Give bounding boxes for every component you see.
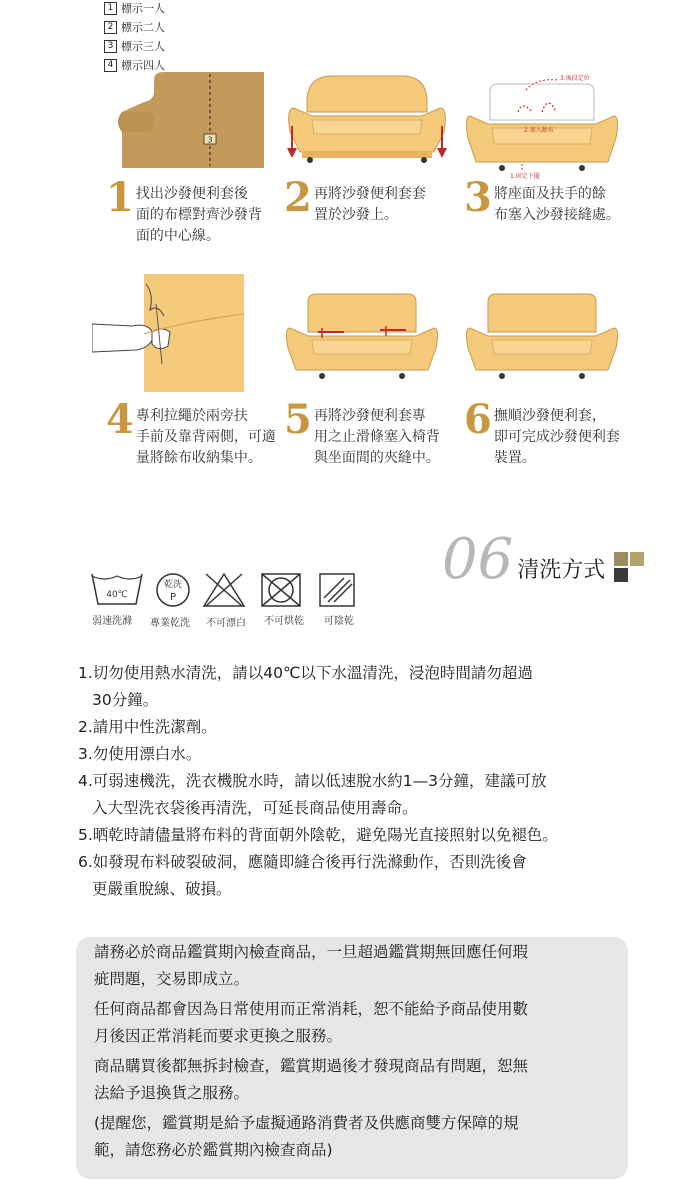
instruction-line: 4.可弱速機洗，洗衣機脫水時，請以低速脫水約1—3分鐘，建議可放 bbox=[78, 772, 547, 790]
instruction-line: 2.請用中性洗潔劑。 bbox=[78, 718, 217, 736]
legend-item: 4 標示四人 bbox=[104, 57, 165, 73]
sofa-back-illustration bbox=[114, 72, 264, 168]
notice-line: 商品購買後都無拆封檢查，鑑賞期過後才發現商品有問題，恕無 bbox=[94, 1057, 529, 1075]
step-3: 3 將座面及扶手的餘 布塞入沙發接縫處。 bbox=[464, 174, 620, 223]
notice-text bbox=[94, 939, 614, 1164]
notice-line: 範，請您務必於鑑賞期內檢查商品) bbox=[94, 1141, 333, 1159]
care-label: 弱速洗滌 bbox=[92, 616, 132, 627]
instruction-line: 入大型洗衣袋後再清洗，可延長商品使用壽命。 bbox=[92, 799, 418, 817]
care-label: 不可烘乾 bbox=[264, 616, 304, 627]
notice-line: 疵問題，交易即成立。 bbox=[94, 970, 250, 988]
section-number: 06 bbox=[442, 527, 514, 592]
step-2: 2 再將沙發便利套套 置於沙發上。 bbox=[284, 174, 426, 223]
dry-clean-icon bbox=[157, 574, 189, 606]
notice-line: 月後因正常消耗而要求更換之服務。 bbox=[94, 1027, 343, 1045]
instruction-line: 30分鐘。 bbox=[92, 691, 159, 709]
step-6: 6 撫順沙發便利套， 即可完成沙發便利套 裝置。 bbox=[464, 396, 620, 466]
notice-line: 任何商品都會因為日常使用而正常消耗，恕不能給予商品使用數 bbox=[94, 1000, 529, 1018]
legend-item: 2 標示二人 bbox=[104, 19, 165, 35]
legend-item: 1 標示一人 bbox=[104, 0, 165, 16]
step-4: 4 專利拉繩於兩旁扶 手前及靠背兩側，可適 量將餘布收納集中。 bbox=[106, 396, 276, 466]
instruction-line: 更嚴重脫線、破損。 bbox=[92, 880, 232, 898]
antislip-strip-illustration bbox=[282, 292, 442, 382]
care-label: 可陰乾 bbox=[324, 616, 354, 627]
svg-text:3.後段定位: 3.後段定位 bbox=[560, 75, 590, 82]
notice-line: (提醒您，鑑賞期是給予虛擬通路消費者及供應商雙方保障的規 bbox=[94, 1114, 519, 1132]
sofa-tuck-illustration bbox=[462, 72, 622, 182]
no-tumble-dry-icon bbox=[262, 574, 300, 606]
svg-text:1.固定下擺: 1.固定下擺 bbox=[510, 173, 540, 180]
svg-text:3: 3 bbox=[207, 135, 213, 145]
svg-text:P: P bbox=[169, 592, 177, 603]
sofa-front-illustration bbox=[282, 72, 452, 164]
shade-dry-icon bbox=[320, 574, 354, 606]
care-icons bbox=[90, 570, 360, 610]
no-bleach-icon bbox=[204, 574, 244, 606]
notice-line: 請務必於商品鑑賞期內檢查商品，一旦超過鑑賞期無回應任何瑕 bbox=[94, 943, 529, 961]
care-label: 不可漂白 bbox=[206, 618, 246, 629]
hand-wash-icon bbox=[92, 574, 142, 604]
instruction-line: 6.如發現布料破裂破洞，應隨即縫合後再行洗滌動作，否則洗後會 bbox=[78, 853, 527, 871]
svg-text:2.塞入餘布: 2.塞入餘布 bbox=[524, 127, 554, 134]
legend-item: 3 標示三人 bbox=[104, 38, 165, 54]
instruction-line: 1.切勿使用熱水清洗，請以40℃以下水溫清洗，浸泡時間請勿超過 bbox=[78, 664, 533, 682]
finished-sofa-illustration bbox=[462, 292, 622, 382]
instruction-line: 3.勿使用漂白水。 bbox=[78, 745, 202, 763]
section-title: 清洗方式 bbox=[517, 558, 606, 583]
wash-instructions bbox=[78, 660, 638, 903]
notice-line: 法給予退換貨之服務。 bbox=[94, 1084, 250, 1102]
step-5: 5 再將沙發便利套專 用之止滑條塞入椅背 與坐面間的夾縫中。 bbox=[284, 396, 440, 466]
tie-cord-illustration bbox=[92, 274, 244, 392]
step-1: 1 找出沙發便利套後 面的布標對齊沙發背 面的中心線。 bbox=[106, 174, 262, 244]
svg-text:40℃: 40℃ bbox=[106, 590, 128, 600]
svg-text:乾洗: 乾洗 bbox=[163, 580, 183, 590]
instruction-line: 5.晒乾時請儘量將布料的背面朝外陰乾，避免陽光直接照射以免褪色。 bbox=[78, 826, 558, 844]
care-label: 專業乾洗 bbox=[150, 618, 190, 629]
section-header bbox=[442, 527, 606, 592]
